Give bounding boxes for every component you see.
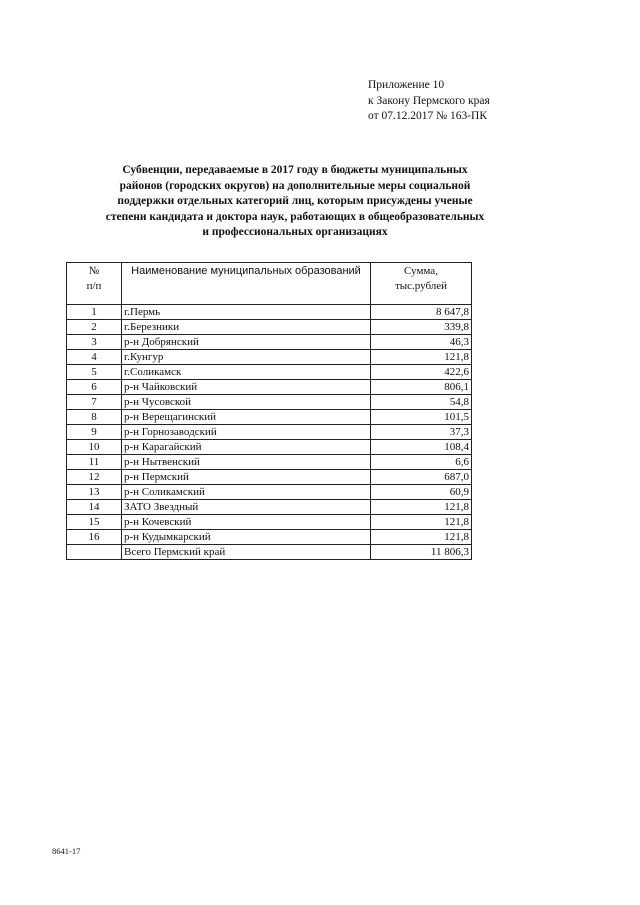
row-sum: 687,0 [371, 470, 472, 485]
header-sum-line: тыс.рублей [394, 280, 448, 292]
header-number [67, 263, 122, 305]
row-name: р-н Горнозаводский [122, 425, 371, 440]
row-sum: 806,1 [371, 380, 472, 395]
row-name: р-н Соликамский [122, 485, 371, 500]
row-number: 16 [67, 530, 122, 545]
table-row [67, 455, 472, 470]
row-name: р-н Кочевский [122, 515, 371, 530]
total-number [67, 545, 122, 560]
total-name: Всего Пермский край [122, 545, 371, 560]
table-row [67, 530, 472, 545]
row-sum: 422,6 [371, 365, 472, 380]
table-row [67, 380, 472, 395]
table-row [67, 335, 472, 350]
header-sum-line: Сумма, [404, 265, 438, 277]
row-sum: 8 647,8 [371, 305, 472, 320]
row-number: 8 [67, 410, 122, 425]
row-number: 1 [67, 305, 122, 320]
table-row [67, 350, 472, 365]
row-sum: 6,6 [371, 455, 472, 470]
header-number-line: п/п [86, 280, 102, 292]
document-code: 8641-17 [52, 846, 81, 856]
title-line: и профессиональных организациях [202, 226, 388, 238]
subsidies-table [66, 262, 472, 560]
table-row [67, 365, 472, 380]
row-name: р-н Добрянский [122, 335, 371, 350]
row-name: р-н Кудымкарский [122, 530, 371, 545]
table-row [67, 500, 472, 515]
row-name: г.Соликамск [122, 365, 371, 380]
row-sum: 60,9 [371, 485, 472, 500]
row-name: р-н Чусовской [122, 395, 371, 410]
row-number: 13 [67, 485, 122, 500]
row-sum: 121,8 [371, 350, 472, 365]
table-row [67, 470, 472, 485]
row-name: р-н Карагайский [122, 440, 371, 455]
row-number: 9 [67, 425, 122, 440]
table-row [67, 395, 472, 410]
row-name: г.Березники [122, 320, 371, 335]
row-number: 7 [67, 395, 122, 410]
table-row [67, 320, 472, 335]
row-sum: 121,8 [371, 515, 472, 530]
row-number: 6 [67, 380, 122, 395]
title-line: районов (городских округов) на дополнительные меры социальной [119, 179, 471, 192]
row-number: 15 [67, 515, 122, 530]
row-number: 2 [67, 320, 122, 335]
header-name: Наименование муниципальных образований [122, 263, 371, 305]
table-total-row [67, 545, 472, 560]
row-sum: 121,8 [371, 500, 472, 515]
row-number: 12 [67, 470, 122, 485]
title-line: поддержки отдельных категорий лиц, которым присуждены ученые [117, 195, 473, 207]
title-line: Субвенции, передаваемые в 2017 году в бюджеты муниципальных [122, 164, 468, 176]
total-sum: 11 806,3 [371, 545, 472, 560]
row-number: 3 [67, 335, 122, 350]
appendix-date: от 07.12.2017 № 163-ПК [368, 110, 488, 122]
row-number: 14 [67, 500, 122, 515]
row-sum: 101,5 [371, 410, 472, 425]
row-sum: 108,4 [371, 440, 472, 455]
table-row [67, 440, 472, 455]
header-sum [371, 263, 472, 305]
row-number: 10 [67, 440, 122, 455]
row-sum: 121,8 [371, 530, 472, 545]
title-line: степени кандидата и доктора наук, работающих в общеобразовательных [105, 210, 485, 223]
table-row [67, 485, 472, 500]
table-row [67, 305, 472, 320]
row-sum: 46,3 [371, 335, 472, 350]
table-row [67, 515, 472, 530]
row-name: р-н Нытвенский [122, 455, 371, 470]
row-name: р-н Верещагинский [122, 410, 371, 425]
row-name: г.Кунгур [122, 350, 371, 365]
appendix-number: Приложение 10 [368, 79, 445, 91]
table-header-row [67, 263, 472, 305]
table-row [67, 425, 472, 440]
row-name: г.Пермь [122, 305, 371, 320]
row-name: р-н Пермский [122, 470, 371, 485]
table-row [67, 410, 472, 425]
row-sum: 54,8 [371, 395, 472, 410]
row-number: 11 [67, 455, 122, 470]
row-number: 5 [67, 365, 122, 380]
document-title [60, 163, 530, 241]
row-name: р-н Чайковский [122, 380, 371, 395]
row-sum: 37,3 [371, 425, 472, 440]
appendix-reference [368, 78, 490, 125]
header-number-line: № [88, 265, 100, 277]
row-sum: 339,8 [371, 320, 472, 335]
appendix-law: к Закону Пермского края [368, 94, 490, 107]
row-name: ЗАТО Звездный [122, 500, 371, 515]
row-number: 4 [67, 350, 122, 365]
